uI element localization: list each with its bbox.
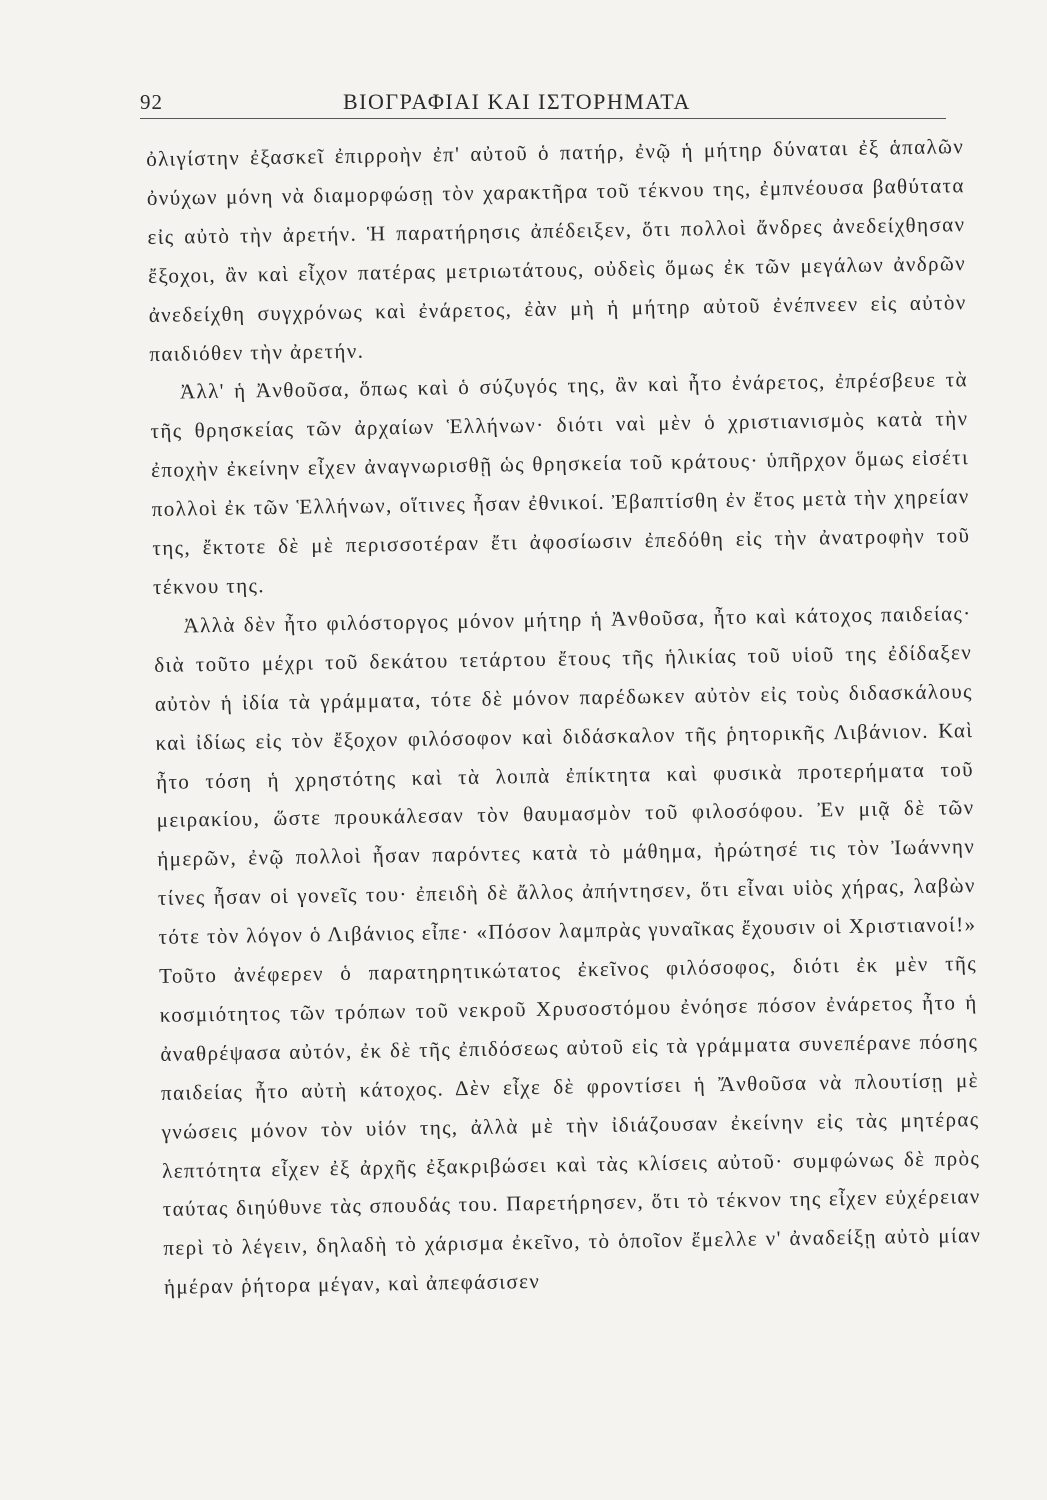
paragraph-education: Ἀλλὰ δὲν ἦτο φιλόστοργος μόνον μήτηρ ἡ Ἀνθοῦσα, ἦτο καὶ κάτοχος παιδείας· διὰ τοῦτο μέχρι τοῦ δεκάτου τετάρτου ἔτους τῆς ἡλικίας τοῦ υἱοῦ της ἐδίδαξεν αὐτὸν ἡ ἰδία τὰ γράμματα, τότε δὲ μόνον παρέδωκεν αὐτὸν εἰς τοὺς διδασκάλους καὶ ἰδίως εἰς τὸν ἔξοχον φιλόσοφον καὶ διδάσκαλον τῆς ῥητορικῆς Λιβάνιον. Καὶ ἦτο τόση ἡ χρηστότης καὶ τὰ λοιπὰ ἐπίκτητα καὶ φυσικὰ προτερήματα τοῦ μειρακίου, ὥστε προυκάλεσαν τὸν θαυμασμὸν τοῦ φιλοσόφου. Ἐν μιᾷ δὲ τῶν ἡμερῶν, ἐνῷ πολλοὶ ἦσαν παρόντες κατὰ τὸ μάθημα, ἠρώτησέ τις τὸν Ἰωάννην τίνες ἦσαν οἱ γονεῖς του· ἐπειδὴ δὲ ἄλλος ἀπήντησεν, ὅτι εἶναι υἱὸς χήρας, λαβὼν τότε τὸν λόγον ὁ Λιβάνιος εἶπε· «Πόσον λαμπρὰς γυναῖκας ἔχουσιν οἱ Χριστιανοί!» Τοῦτο ἀνέφερεν ὁ παρατηρητικώτατος ἐκεῖνος φιλόσοφος, διότι ἐκ μὲν τῆς κοσμιότητος τῶν τρόπων τοῦ νεκροῦ Χρυσοστόμου ἐνόησε πόσον ἐνάρετος ἦτο ἡ ἀναθρέψασα αὐτόν, ἐκ δὲ τῆς ἐπιδόσεως αὐτοῦ εἰς τὰ γράμματα συνεπέρανε πόσης παιδείας ἦτο αὐτὴ κάτοχος. Δὲν εἶχε δὲ φροντίσει ἡ Ἄνθοῦσα νὰ πλουτίσῃ μὲ γνώσεις μόνον τὸν υἱόν της, ἀλλὰ μὲ τὴν ἰδιάζουσαν ἐκείνην εἰς τὰς μητέρας λεπτότητα εἶχεν ἐξ ἀρχῆς ἐξακριβώσει καὶ τὰς κλίσεις αὐτοῦ· συμφώνως δὲ πρὸς ταύτας διηύθυνε τὰς σπουδάς του. Παρετήρησεν, ὅτι τὸ τέκνον της εἶχεν εὐχέρειαν περὶ τὸ λέγειν, δηλαδὴ τὸ χάρισμα ἐκεῖνο, τὸ ὁποῖον ἔμελλε ν' ἀναδείξῃ αὐτὸ μίαν ἡμέραν ῥήτορα μέγαν, καὶ ἀπεφάσισεν: [154, 600, 982, 1300]
page-header: [140, 82, 946, 119]
paragraph-continuation: ὀλιγίστην ἐξασκεῖ ἐπιρροὴν ἐπ' αὐτοῦ ὁ πατήρ, ἐνῷ ἡ μήτηρ δύναται ἐξ ἁπαλῶν ὀνύχων μόνη νὰ διαμορφώσῃ τὸν χαρακτῆρα τοῦ τέκνου της, ἐμπνέουσα βαθύτατα εἰς αὐτὸ τὴν ἀρετήν. Ἡ παρατήρησις ἀπέδειξεν, ὅτι πολλοὶ ἄνδρες ἀνεδείχθησαν ἔξοχοι, ἂν καὶ εἶχον πατέρας μετριωτάτους, οὐδεὶς ὅμως ἐκ τῶν μεγάλων ἀνδρῶν ἀνεδείχθη συγχρόνως καὶ ἐνάρετος, ἐὰν μὴ ἡ μήτηρ αὐτοῦ ἐνέπνεεν εἰς αὐτὸν παιδιόθεν τὴν ἀρετήν.: [146, 134, 967, 366]
body-text: [146, 127, 985, 1470]
running-title: ΒΙΟΓΡΑΦΙΑΙ ΚΑΙ ΙΣΤΟΡΗΜΑΤΑ: [343, 89, 691, 114]
page-number: 92: [140, 90, 163, 114]
paragraph-anthousa-religion: Ἀλλ' ἡ Ἀνθοῦσα, ὅπως καὶ ὁ σύζυγός της, ἂν καὶ ἦτο ἐνάρετος, ἐπρέσβευε τὰ τῆς θρησκείας τῶν ἀρχαίων Ἑλλήνων· διότι ναὶ μὲν ὁ χριστιανισμὸς κατὰ τὴν ἐποχὴν ἐκείνην εἶχεν ἀναγνωρισθῇ ὡς θρησκεία τοῦ κράτους· ὑπῆρχον ὅμως εἰσέτι πολλοὶ ἐκ τῶν Ἑλλήνων, οἵτινες ἦσαν ἐθνικοί. Ἐβαπτίσθη ἐν ἔτος μετὰ τὴν χηρείαν της, ἔκτοτε δὲ μὲ περισσοτέραν ἔτι ἀφοσίωσιν ἐπεδόθη εἰς τὴν ἀνατροφὴν τοῦ τέκνου της.: [150, 367, 971, 599]
